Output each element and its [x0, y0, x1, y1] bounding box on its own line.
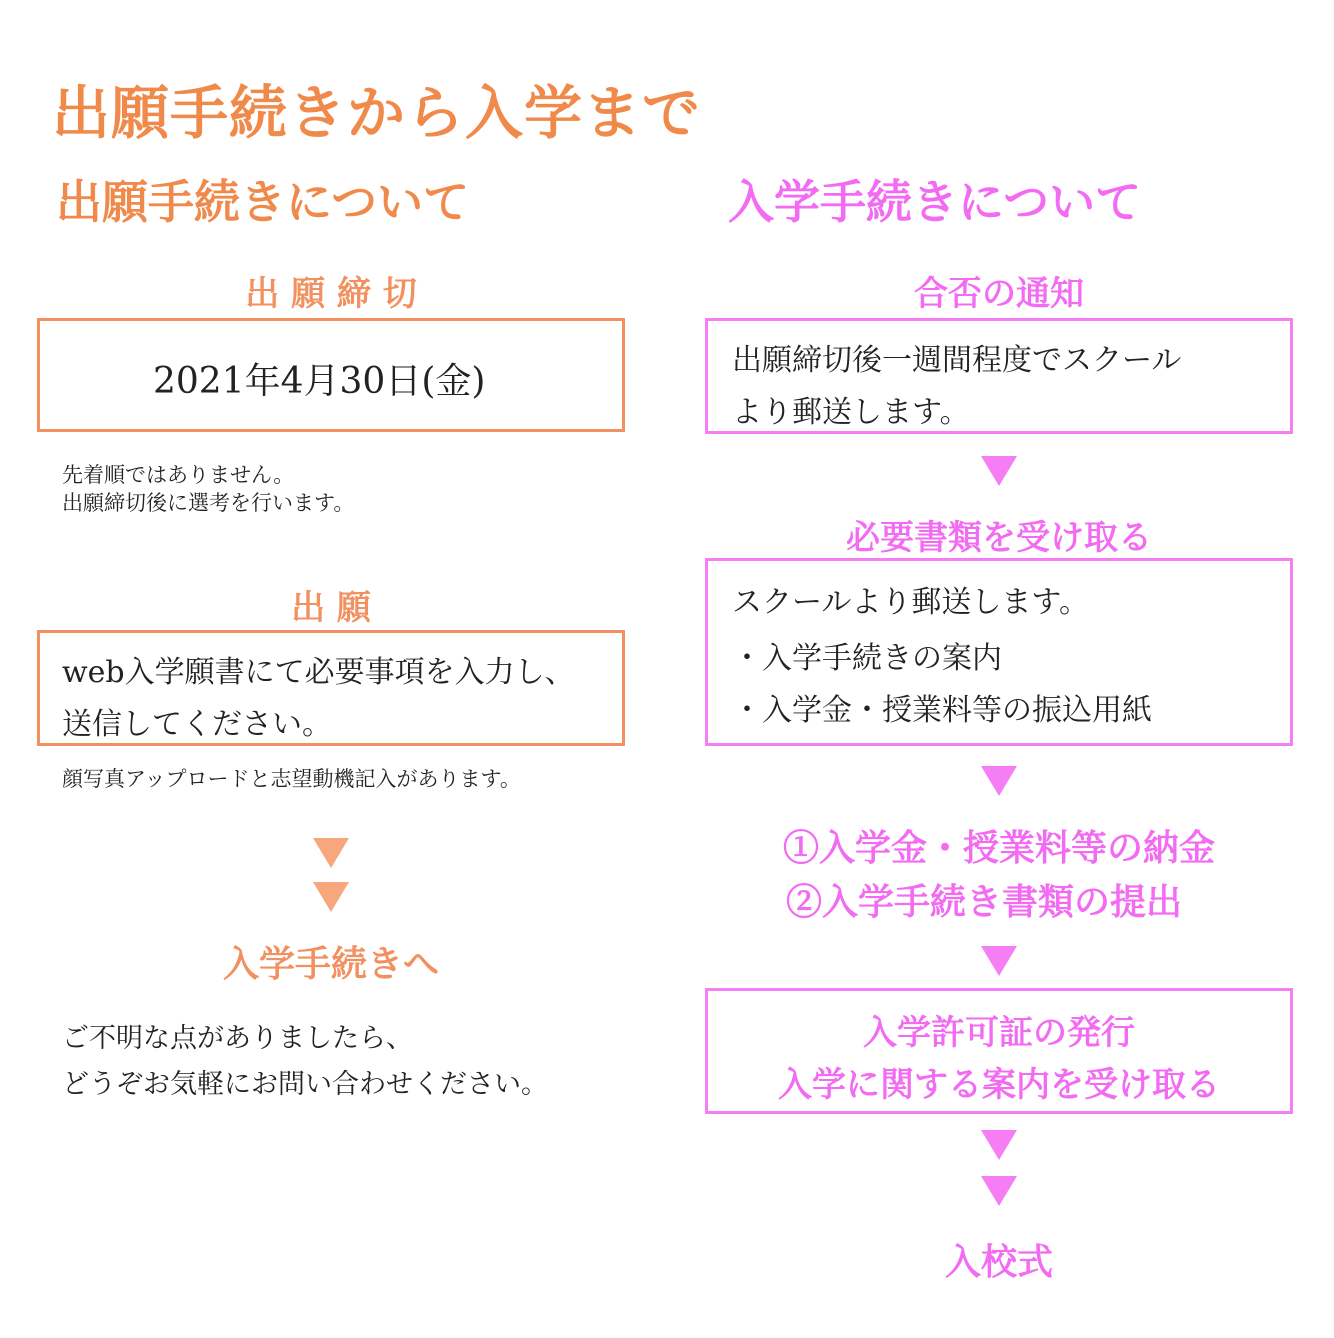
down-arrow-icon [981, 946, 1017, 976]
enrollment-heading: 入学手続きについて [728, 175, 1142, 229]
docs-label: 必要書類を受け取る [846, 518, 1152, 558]
next-step-label: 入学手続きへ [222, 943, 439, 985]
deadline-note-1: 先着順ではありません。 [62, 463, 295, 487]
result-box [705, 318, 1293, 434]
contact-text-1: ご不明な点がありましたら、 [62, 1023, 413, 1054]
application-heading: 出願手続きについて [56, 175, 470, 229]
result-text-1: 出願締切後一週間程度でスクール [732, 343, 1182, 378]
apply-label: 出 願 [291, 588, 371, 628]
docs-box [705, 558, 1293, 746]
permit-box [705, 988, 1293, 1114]
contact-text-2: どうぞお気軽にお問い合わせください。 [62, 1069, 548, 1100]
deadline-date: 2021年4月30日(金) [153, 361, 486, 402]
down-arrow-icon [981, 1176, 1017, 1206]
payment-step: ①入学金・授業料等の納金 [782, 827, 1215, 869]
apply-text-2: 送信してください。 [62, 707, 332, 742]
down-arrow-icon [981, 766, 1017, 796]
docs-item-1: ・入学手続きの案内 [732, 641, 1002, 676]
deadline-note-2: 出願締切後に選考を行います。 [62, 491, 355, 515]
documents-step: ②入学手続き書類の提出 [785, 881, 1182, 923]
result-label: 合否の通知 [914, 274, 1084, 314]
down-arrow-icon [981, 1130, 1017, 1160]
down-arrow-icon [981, 456, 1017, 486]
permit-text-2: 入学に関する案内を受け取る [778, 1065, 1220, 1105]
apply-box [37, 630, 625, 746]
ceremony-label: 入校式 [944, 1241, 1053, 1283]
down-arrow-icon [313, 882, 349, 912]
permit-text-1: 入学許可証の発行 [863, 1013, 1135, 1053]
deadline-label: 出 願 締 切 [245, 274, 417, 314]
apply-note: 顔写真アップロードと志望動機記入があります。 [62, 767, 521, 791]
docs-item-2: ・入学金・授業料等の振込用紙 [732, 693, 1152, 728]
down-arrow-icon [313, 838, 349, 868]
result-text-2: より郵送します。 [732, 395, 970, 430]
apply-text-1: web入学願書にて必要事項を入力し、 [62, 655, 575, 690]
docs-text: スクールより郵送します。 [732, 585, 1089, 620]
page-title: 出願手続きから入学まで [52, 79, 702, 147]
deadline-box [37, 318, 625, 432]
